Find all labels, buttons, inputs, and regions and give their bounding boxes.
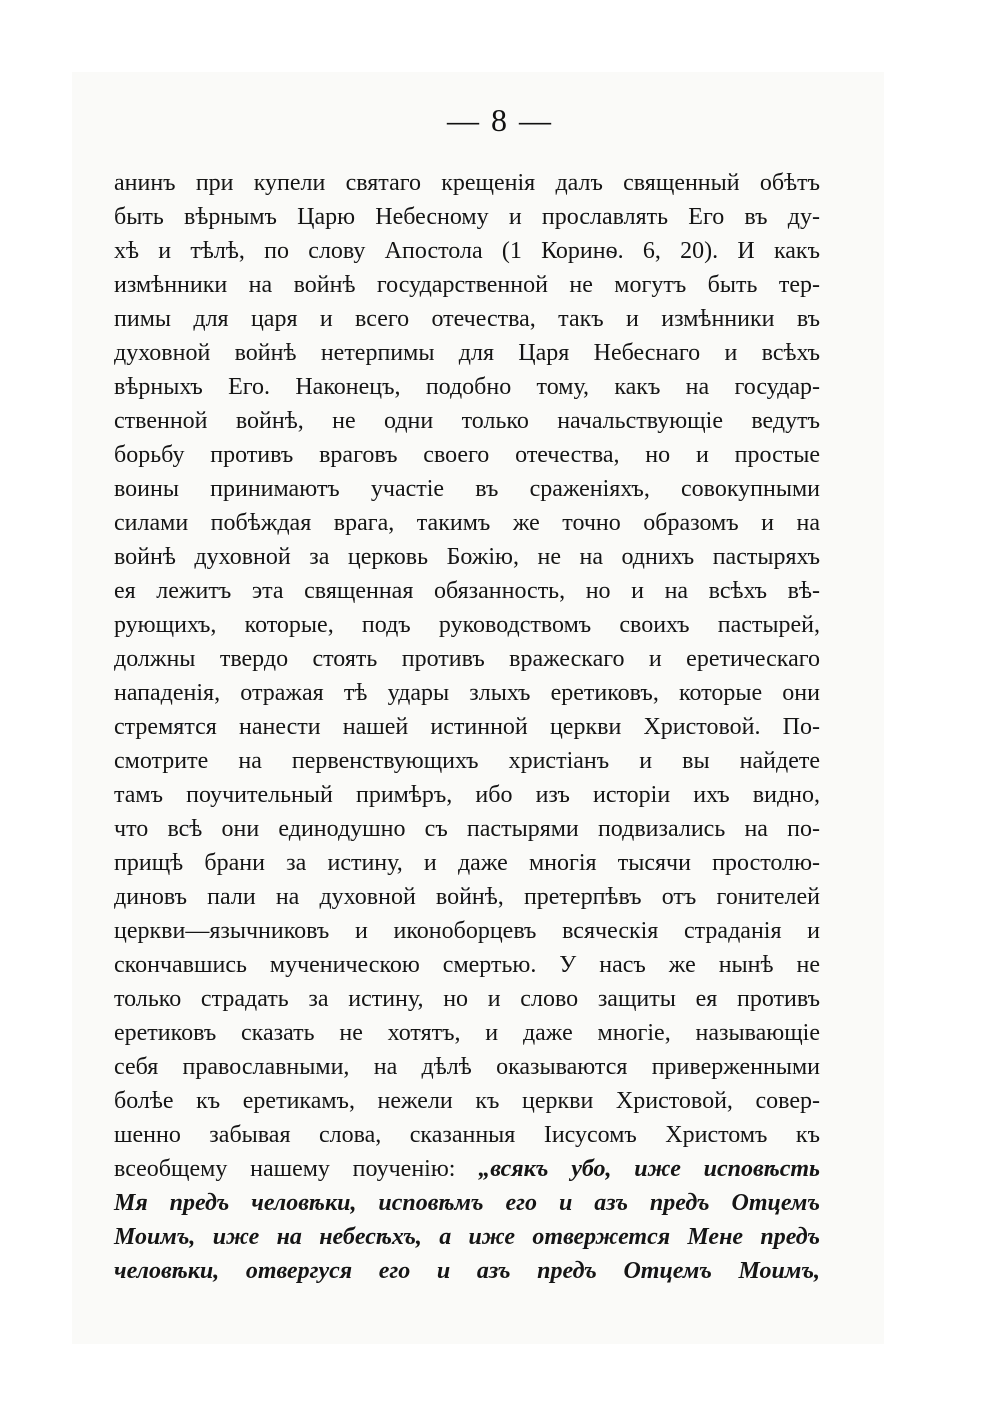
text-line: прищѣ брани за истину, и даже многія тысячи простолю- xyxy=(114,850,820,876)
text-line: диновъ пали на духовной войнѣ, претерпѣвъ отъ гонителей xyxy=(114,884,820,910)
quote-line: Моимъ, иже на небесѣхъ, а иже отвержется Мене предъ xyxy=(114,1224,820,1250)
text-line: пимы для царя и всего отечества, такъ и измѣнники въ xyxy=(114,306,820,332)
text-line: еретиковъ сказать не хотятъ, и даже многіе, называющіе xyxy=(114,1020,820,1046)
quote-line: Мя предъ человѣки, исповѣмъ его и азъ предъ Отцемъ xyxy=(114,1190,820,1216)
quote-segment-italic: „всякъ убо, иже исповѣсть xyxy=(478,1156,820,1182)
text-line: рующихъ, которые, подъ руководствомъ своихъ пастырей, xyxy=(114,612,820,638)
text-line: церкви—язычниковъ и иконоборцевъ всяческія страданія и xyxy=(114,918,820,944)
text-line: тамъ поучительный примѣръ, ибо изъ исторіи ихъ видно, xyxy=(114,782,820,808)
page-number: — 8 — xyxy=(447,102,553,138)
text-line: войнѣ духовной за церковь Божію, не на однихъ пастыряхъ xyxy=(114,544,820,570)
text-line: ея лежитъ эта священная обязанность, но и на всѣхъ вѣ- xyxy=(114,578,820,604)
text-line: силами побѣждая врага, такимъ же точно образомъ и на xyxy=(114,510,820,536)
body-text xyxy=(114,166,820,1288)
text-line: духовной войнѣ нетерпимы для Царя Небеснаго и всѣхъ xyxy=(114,340,820,366)
text-line-mixed xyxy=(114,1152,820,1186)
text-line: должны твердо стоять противъ вражескаго и еретическаго xyxy=(114,646,820,672)
text-line: воины принимаютъ участіе въ сраженіяхъ, совокупными xyxy=(114,476,820,502)
text-line: себя православными, на дѣлѣ оказываются приверженными xyxy=(114,1054,820,1080)
text-line: нападенія, отражая тѣ удары злыхъ еретиковъ, которые они xyxy=(114,680,820,706)
text-line: смотрите на первенствующихъ христіанъ и вы найдете xyxy=(114,748,820,774)
text-line: борьбу противъ враговъ своего отечества, но и простые xyxy=(114,442,820,468)
text-segment-plain: всеобщему нашему поученію: xyxy=(114,1156,479,1182)
text-line: шенно забывая слова, сказанныя Іисусомъ Христомъ къ xyxy=(114,1122,820,1148)
text-line: быть вѣрнымъ Царю Небесному и прославлять Его въ ду- xyxy=(114,204,820,230)
text-line: скончавшись мученическою смертью. У насъ же нынѣ не xyxy=(114,952,820,978)
text-line: хѣ и тѣлѣ, по слову Апостола (1 Коринѳ. 6, 20). И какъ xyxy=(114,238,820,264)
text-line: ственной войнѣ, не одни только начальствующіе ведутъ xyxy=(114,408,820,434)
text-line: вѣрныхъ Его. Наконецъ, подобно тому, какъ на государ- xyxy=(114,374,820,400)
text-line: болѣе къ еретикамъ, нежели къ церкви Христовой, совер- xyxy=(114,1088,820,1114)
text-line: что всѣ они единодушно съ пастырями подвизались на по- xyxy=(114,816,820,842)
text-line: измѣнники на войнѣ государственной не могутъ быть тер- xyxy=(114,272,820,298)
text-line: только страдать за истину, но и слово защиты ея противъ xyxy=(114,986,820,1012)
quote-line: человѣки, отвергуся его и азъ предъ Отцемъ Моимъ, xyxy=(114,1258,820,1284)
text-line: стремятся нанести нашей истинной церкви Христовой. По- xyxy=(114,714,820,740)
text-line: анинъ при купели святаго крещенія далъ священный обѣтъ xyxy=(114,170,820,196)
